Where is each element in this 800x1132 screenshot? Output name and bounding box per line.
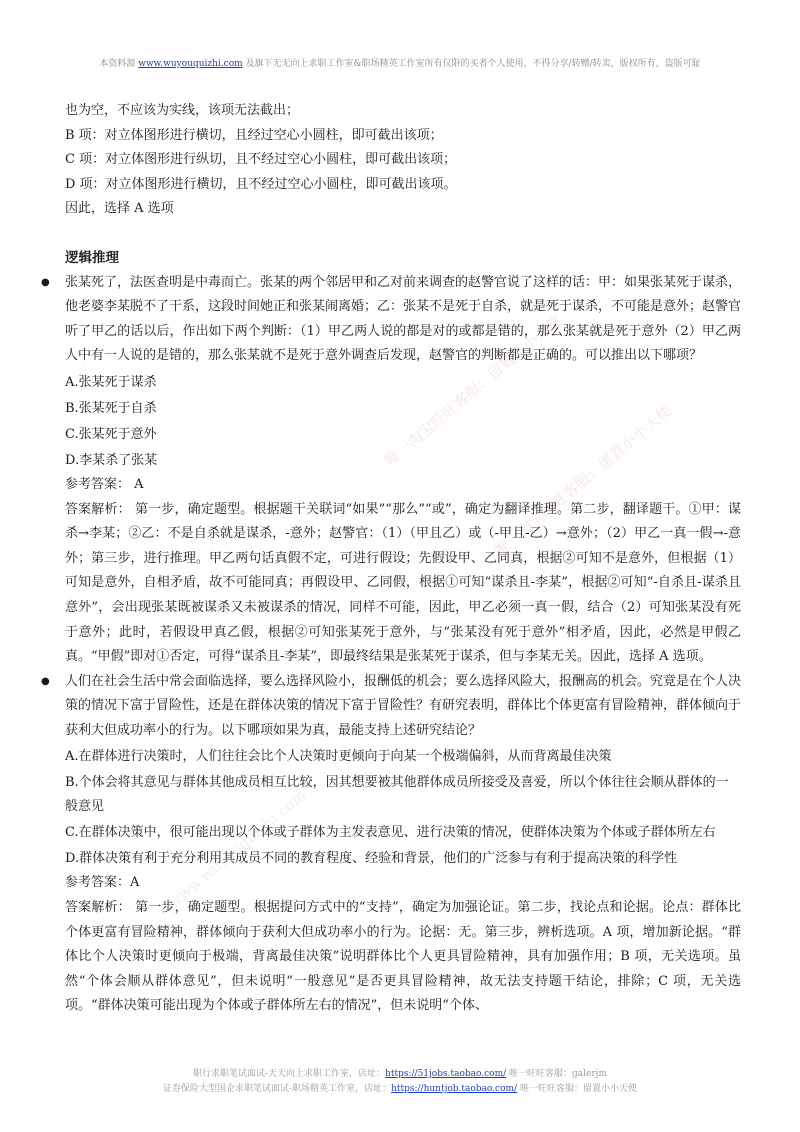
footer-1-link[interactable]: https://51jobs.taobao.com/: [385, 1069, 507, 1079]
footer-line-2: [0, 1081, 800, 1094]
footer-1-prefix: 职行求职笔试面试-天天向上求职工作室，店址：: [193, 1069, 386, 1079]
header-prefix: 本资料源: [99, 59, 136, 69]
question-stem: 人们在社会生活中常会面临选择，要么选择风险小，报酬低的机会；要么选择风险大，报酬高的机会。究竟是在个人决策的情况下富于冒险性，还是在群体决策的情况下富于冒险性？有研究表明，群体比个体更富有冒险精神，群体倾向于获利大但成功率小的行为。以下哪项如果为真，最能支持上述研究结论？: [65, 673, 742, 738]
question-1: [41, 271, 742, 670]
section-title: 逻辑推理: [65, 249, 119, 266]
bullet-icon: ●: [41, 675, 50, 687]
header-suffix: 及旗下无无向上求职工作室&职场精英工作室所有仅限的买者个人使用，不得分享/转赠/转卖，版权所有，盗版可耻: [245, 59, 701, 69]
question-2: [41, 670, 742, 1019]
option-a: A.张某死于谋杀: [65, 374, 157, 390]
intro-line: C 项：对立体图形进行纵切，且不经过空心小圆柱，即可截出该项；: [65, 152, 457, 168]
intro-line: B 项：对立体图形进行横切，且经过空心小圆柱，即可截出该项；: [65, 127, 443, 143]
footer-2-suffix: 唯一旺旺客服：留置小小天使: [517, 1084, 637, 1094]
footer-1-suffix: 唯一旺旺客服：galerjm: [506, 1069, 607, 1079]
option-c: C.张某死于意外: [65, 426, 157, 442]
intro-line: 也为空，不应该为实线，该项无法截出；: [65, 103, 300, 118]
document-body: [41, 99, 742, 1019]
question-stem: 张某死了，法医查明是中毒而亡。张某的两个邻居甲和乙对前来调查的赵警官说了这样的话：甲：如果张某死于谋杀，他老婆李某脱不了干系，这段时间她正和张某闹离婚；乙：张某不是死于自杀，就是死于谋杀，不可能是意外；赵警官听了甲乙的话以后，作出如下两个判断：（1）甲乙两人说的都是对的或都是错的，那么张某就是死于意外（2）甲乙两人中有一人说的是错的，那么张某就不是死于意外调查后发现，赵警官的判断都是正确的。可以推出以下哪项？: [65, 274, 742, 364]
answer-analysis: 答案解析： 第一步，确定题型。根据题干关联词“如果”“那么”“或”，确定为翻译推理。第二步，翻译题干。①甲：谋杀→李某；②乙：不是自杀就是谋杀，-意外；赵警官：（1）（甲且乙）或（-甲且-乙）→意外；（2）甲乙一真一假→-意外；第三步，进行推理。甲乙两句话真假不定，可进行假设；先假设甲、乙同真，根据②可知不是意外，但根据（1）可知是意外，自相矛盾，故不可能同真；再假设甲、乙同假，根据①可知“谋杀且-李某”，根据②可知“-自杀且-谋杀且意外”，会出现张某既被谋杀又未被谋杀的情况，同样不可能，因此，甲乙必须一真一假，结合（2）可知张某没有死于意外；此时，若假设甲真乙假，根据②可知张某死于意外，与“张某没有死于意外”相矛盾，因此，必然是甲假乙真。“甲假”即对①否定，可得“谋杀且-李某”，即最终结果是张某死于谋杀，但与李某无关。因此，选择 A 选项。: [65, 501, 741, 665]
option-b: B.个体会将其意见与群体其他成员相互比较，因其想要被其他群体成员所接受及喜爱，所以个体往往会顺从群体的一般意见: [65, 775, 729, 815]
option-b: B.张某死于自杀: [65, 400, 157, 416]
watermark-text: 唯一淘宝旺旺客服：留置小小天使: [380, 311, 565, 471]
footer-2-link[interactable]: https://huntjob.taobao.com/: [391, 1084, 518, 1094]
intro-line: 因此，选择 A 选项: [65, 201, 174, 217]
watermark-text: www.wuyouquizhi.com: [164, 786, 310, 912]
page-header: [0, 56, 800, 69]
footer-2-prefix: 证券保险大型国企求职笔试面试-职场精英工作室，店址：: [163, 1084, 392, 1094]
option-d: D.李某杀了张某: [65, 452, 158, 468]
reference-answer: 参考答案：A: [65, 875, 140, 891]
option-c: C.在群体决策中，很可能出现以个体或子群体为主发表意见、进行决策的情况，使群体决策为个体或子群体所左右: [65, 825, 716, 841]
option-a: A.在群体进行决策时，人们往往会比个人决策时更倾向于向某一个极端偏斜，从而背离最佳决策: [65, 749, 612, 765]
option-d: D.群体决策有利于充分利用其成员不同的教育程度、经验和背景，他们的广泛参与有利于提高决策的科学性: [65, 851, 678, 867]
intro-line: D 项：对立体图形进行横切，且不经过空心小圆柱，即可截出该项。: [65, 176, 457, 192]
watermark-text: 唯一淘宝旺旺客服：留置小小天使: [490, 401, 675, 561]
footer-line-1: [0, 1066, 800, 1079]
bullet-icon: ●: [41, 276, 50, 288]
answer-analysis: 答案解析： 第一步，确定题型。根据提问方式中的“支持”，确定为加强论证。第二步，找论点和论据。论点：群体比个体更富有冒险精神，群体倾向于获利大但成功率小的行为。论据：无。第三步，辨析选项。A 项，增加新论据。“群体比个人决策时更倾向于极端，背离最佳决策”说明群体比个人更具冒险精神，具有加强作用；B 项，无关选项。虽然“个体会顺从群体意见”，但未说明“一般意见”是否更具冒险精神，故无法支持题干结论，排除；C 项，无关选项。“群体决策可能出现为个体或子群体所左右的情况”，但未说明“个体、: [65, 900, 741, 1014]
header-link[interactable]: www.wuyouquizhi.com: [138, 59, 243, 69]
reference-answer: 参考答案： A: [65, 476, 144, 492]
